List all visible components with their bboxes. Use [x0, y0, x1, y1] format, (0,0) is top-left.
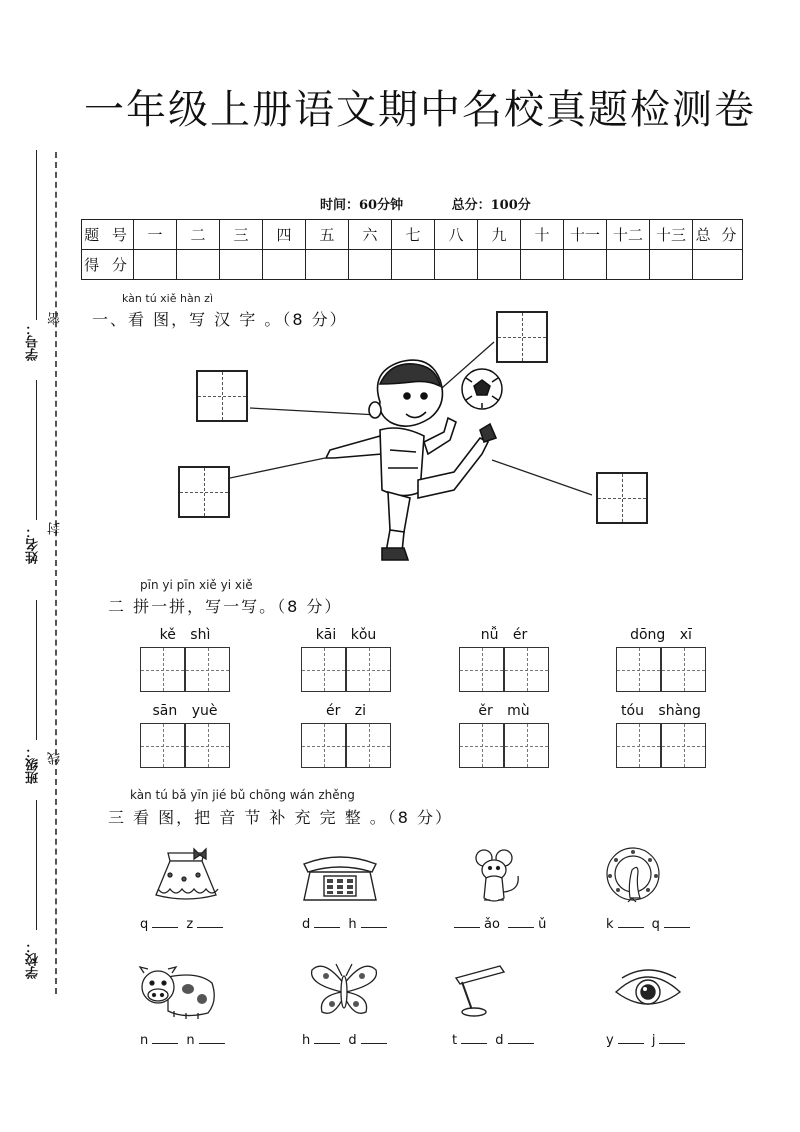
- syllable-final: ǔ: [538, 917, 547, 932]
- char-writing-cell[interactable]: [661, 647, 706, 692]
- pinyin-word-item: [459, 703, 549, 769]
- butterfly-icon: [308, 960, 380, 1020]
- syllable-initial: q: [140, 917, 149, 932]
- syllable-fill-item: [140, 916, 227, 932]
- table-cell: 十一: [564, 220, 607, 250]
- char-writing-cell[interactable]: [185, 647, 230, 692]
- score-table-score-row: [82, 250, 743, 280]
- pinyin-word-item: [616, 627, 706, 693]
- pinyin-word-item: [301, 703, 391, 769]
- student-id-line: [36, 150, 37, 320]
- score-table-header-row: [82, 220, 743, 250]
- school-label: 学校：: [26, 940, 41, 979]
- syllable-initial: h: [348, 917, 357, 932]
- syllable-initial: q: [651, 917, 660, 932]
- table-cell: 七: [392, 220, 435, 250]
- cow-icon: [138, 963, 218, 1019]
- table-cell: 一: [134, 220, 177, 250]
- score-input-cell[interactable]: [263, 250, 306, 280]
- syllable-blank[interactable]: [618, 916, 644, 928]
- syllable-blank[interactable]: [664, 916, 690, 928]
- syllable-initial: z: [186, 917, 194, 932]
- word-pinyin: kě shì: [159, 627, 211, 643]
- exam-total: 总分：100分: [451, 198, 531, 213]
- syllable-blank[interactable]: [197, 916, 223, 928]
- score-input-cell[interactable]: [650, 250, 693, 280]
- char-writing-cell[interactable]: [301, 647, 346, 692]
- mouse-icon: [470, 848, 524, 906]
- exam-meta: [320, 194, 575, 213]
- table-cell: 八: [435, 220, 478, 250]
- table-cell: 得 分: [82, 250, 134, 280]
- char-writing-cell[interactable]: [459, 723, 504, 768]
- table-cell: 总 分: [693, 220, 743, 250]
- word-pinyin: kāi kǒu: [315, 627, 377, 643]
- school-line: [36, 800, 37, 930]
- table-cell: 四: [263, 220, 306, 250]
- seal-mark-xian: 线: [48, 752, 63, 765]
- syllable-initial: t: [452, 1033, 458, 1048]
- skirt-icon: [150, 845, 222, 903]
- section3-pinyin: kàn tú bǎ yīn jié bǔ chōng wán zhěng: [130, 788, 355, 802]
- score-input-cell[interactable]: [478, 250, 521, 280]
- syllable-fill-item: [302, 1032, 391, 1048]
- char-writing-cell[interactable]: [346, 647, 391, 692]
- word-pinyin: ér zi: [325, 703, 367, 719]
- word-pinyin: tóu shàng: [621, 703, 701, 719]
- word-pinyin: ěr mù: [478, 703, 530, 719]
- char-writing-cell[interactable]: [616, 723, 661, 768]
- eye-icon: [612, 966, 684, 1014]
- syllable-fill-item: [140, 1032, 229, 1048]
- char-writing-cell[interactable]: [346, 723, 391, 768]
- syllable-fill-item: [302, 916, 391, 932]
- student-id-label: 学号：: [26, 322, 41, 361]
- section2-title: 二 拼一拼，写一写。（8 分）: [108, 597, 343, 616]
- soccer-boy-illustration: [230, 330, 610, 570]
- name-field[interactable]: [24, 380, 54, 580]
- score-input-cell[interactable]: [693, 250, 743, 280]
- class-label: 班级：: [26, 745, 41, 784]
- desk-lamp-icon: [452, 962, 508, 1018]
- peacock-icon: [602, 846, 664, 906]
- table-cell: 题 号: [82, 220, 134, 250]
- score-input-cell[interactable]: [349, 250, 392, 280]
- syllable-fill-item: [450, 916, 546, 932]
- char-writing-cell[interactable]: [140, 647, 185, 692]
- syllable-fill-item: [606, 1032, 689, 1048]
- pinyin-word-item: [459, 627, 549, 693]
- syllable-blank[interactable]: [461, 1032, 487, 1044]
- char-writing-cell[interactable]: [301, 723, 346, 768]
- syllable-blank[interactable]: [659, 1032, 685, 1044]
- char-writing-cell[interactable]: [616, 647, 661, 692]
- score-input-cell[interactable]: [306, 250, 349, 280]
- score-input-cell[interactable]: [220, 250, 263, 280]
- syllable-initial: y: [606, 1033, 614, 1048]
- page-title: 一年级上册语文期中名校真题检测卷: [84, 87, 756, 133]
- syllable-blank[interactable]: [454, 916, 480, 928]
- seal-mark-feng: 封: [48, 522, 63, 535]
- syllable-initial: d: [348, 1033, 357, 1048]
- class-line: [36, 600, 37, 740]
- syllable-blank[interactable]: [508, 1032, 534, 1044]
- syllable-final: ǎo: [484, 917, 500, 932]
- exam-time: 时间：60分钟: [320, 198, 404, 213]
- syllable-fill-item: [452, 1032, 538, 1048]
- table-cell: 六: [349, 220, 392, 250]
- score-input-cell[interactable]: [177, 250, 220, 280]
- char-writing-cell[interactable]: [504, 647, 549, 692]
- school-field[interactable]: [24, 800, 54, 990]
- char-writing-cell[interactable]: [504, 723, 549, 768]
- char-writing-cell[interactable]: [459, 647, 504, 692]
- table-cell: 五: [306, 220, 349, 250]
- char-writing-cell[interactable]: [185, 723, 230, 768]
- pinyin-word-item: [301, 627, 391, 693]
- table-cell: 十三: [650, 220, 693, 250]
- score-input-cell[interactable]: [134, 250, 177, 280]
- soccer-ball-icon: [462, 369, 502, 409]
- syllable-blank[interactable]: [152, 1032, 178, 1044]
- syllable-blank[interactable]: [199, 1032, 225, 1044]
- table-cell: 二: [177, 220, 220, 250]
- word-pinyin: sān yuè: [152, 703, 218, 719]
- syllable-blank[interactable]: [361, 916, 387, 928]
- word-pinyin: dōng xī: [630, 627, 692, 643]
- table-cell: 十: [521, 220, 564, 250]
- syllable-initial: j: [651, 1033, 656, 1048]
- syllable-blank[interactable]: [152, 916, 178, 928]
- score-input-cell[interactable]: [564, 250, 607, 280]
- table-cell: 三: [220, 220, 263, 250]
- pinyin-word-item: [140, 703, 230, 769]
- writing-box-hand[interactable]: [178, 466, 230, 518]
- score-input-cell[interactable]: [521, 250, 564, 280]
- score-input-cell[interactable]: [435, 250, 478, 280]
- telephone-icon: [300, 850, 380, 904]
- student-id-field[interactable]: [24, 150, 54, 370]
- syllable-initial: d: [495, 1033, 504, 1048]
- char-writing-cell[interactable]: [140, 723, 185, 768]
- score-table: [81, 219, 743, 280]
- class-field[interactable]: [24, 600, 54, 800]
- pinyin-word-item: [140, 627, 230, 693]
- syllable-blank[interactable]: [314, 1032, 340, 1044]
- syllable-fill-item: [606, 916, 694, 932]
- syllable-initial: n: [140, 1033, 149, 1048]
- syllable-initial: n: [186, 1033, 195, 1048]
- table-cell: 九: [478, 220, 521, 250]
- section1-title: 一、看 图，写 汉 字 。（8 分）: [92, 310, 348, 329]
- section3-title: 三 看 图，把 音 节 补 充 完 整 。（8 分）: [108, 808, 454, 827]
- syllable-blank[interactable]: [314, 916, 340, 928]
- syllable-initial: k: [606, 917, 614, 932]
- name-label: 姓名：: [26, 525, 41, 564]
- section1-pinyin: kàn tú xiě hàn zì: [122, 292, 214, 305]
- section2-pinyin: pīn yi pīn xiě yi xiě: [140, 578, 253, 592]
- syllable-blank[interactable]: [508, 916, 534, 928]
- binding-dashed-line: [55, 152, 57, 994]
- char-writing-cell[interactable]: [661, 723, 706, 768]
- name-line: [36, 380, 37, 520]
- pinyin-word-item: [616, 703, 706, 769]
- table-cell: 十二: [607, 220, 650, 250]
- syllable-blank[interactable]: [361, 1032, 387, 1044]
- word-pinyin: nǚ ér: [480, 627, 528, 643]
- score-input-cell[interactable]: [392, 250, 435, 280]
- seal-mark-mi: 密: [48, 312, 63, 325]
- syllable-initial: d: [302, 917, 311, 932]
- syllable-blank[interactable]: [618, 1032, 644, 1044]
- syllable-initial: h: [302, 1033, 311, 1048]
- score-input-cell[interactable]: [607, 250, 650, 280]
